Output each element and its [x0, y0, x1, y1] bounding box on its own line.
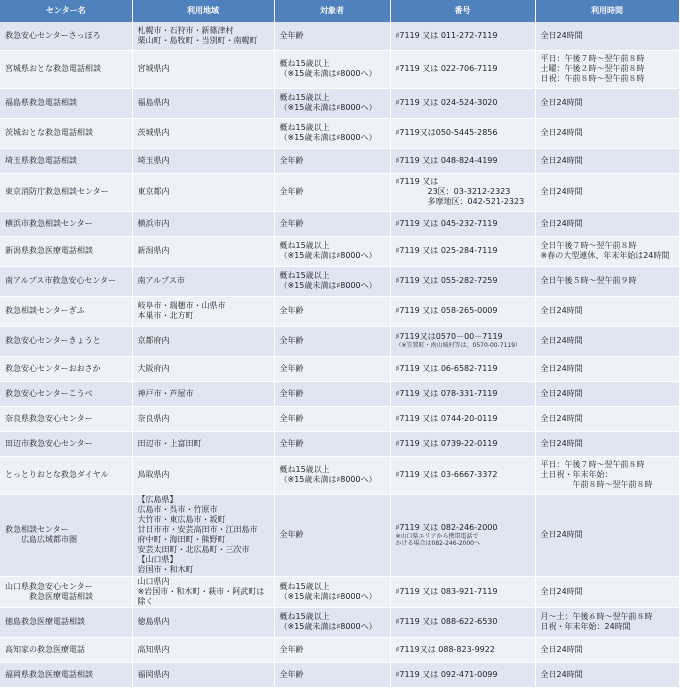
number-cell	[390, 236, 535, 266]
number-cell	[390, 211, 535, 236]
table-row	[0, 406, 679, 431]
hours-text: 全日24時間	[540, 669, 583, 679]
hours-cell	[535, 607, 679, 637]
number-cell	[390, 607, 535, 637]
area-text: 東京都内	[137, 187, 170, 196]
center-name-text: 福岡県救急医療電話相談	[5, 669, 93, 679]
center-name-cell	[0, 88, 132, 118]
center-name-text: 東京消防庁救急相談センター	[5, 187, 109, 196]
hours-text: 全日24時間	[540, 218, 583, 228]
center-name-cell	[0, 266, 132, 296]
number-text: ♯7119 又は 0744-20-0119	[395, 413, 498, 423]
number-cell	[390, 326, 535, 356]
target-text: 概ね15歳以上 （※15歳未満は♯8000へ）	[279, 271, 377, 290]
table-row	[0, 118, 679, 148]
area-cell	[132, 406, 274, 431]
hours-text: 月～土：午後６時～翌午前８時 日祝・年末年始：24時間	[540, 612, 653, 631]
target-text: 概ね15歳以上 （※15歳未満は♯8000へ）	[279, 93, 377, 112]
number-text: ♯7119 又は 048-824-4199	[395, 155, 498, 165]
center-name-text: 茨城おとな救急電話相談	[5, 128, 93, 137]
table-row	[0, 236, 679, 266]
center-name-text: 奈良県救急安心センター	[5, 413, 93, 423]
center-name-cell	[0, 607, 132, 637]
table-row	[0, 296, 679, 326]
hours-text: 全日24時間	[540, 530, 583, 539]
col-header-number: 番号	[390, 0, 535, 22]
area-cell	[132, 456, 274, 494]
number-text: ♯7119 又は 092-471-0099	[395, 669, 498, 679]
target-cell	[274, 236, 390, 266]
number-cell	[390, 50, 535, 88]
area-text: 山口県内 ※岩国市・和木町・萩市・阿武町は除く	[137, 576, 265, 606]
target-cell	[274, 637, 390, 662]
area-text: 高知県内	[137, 644, 170, 654]
hours-cell	[535, 381, 679, 406]
col-header-center-name: センター名	[0, 0, 132, 22]
target-cell	[274, 356, 390, 381]
area-cell	[132, 173, 274, 211]
target-text: 全年齢	[279, 388, 304, 398]
hours-cell	[535, 148, 679, 173]
center-name-cell	[0, 50, 132, 88]
center-name-cell	[0, 356, 132, 381]
target-text: 概ね15歳以上 （※15歳未満は♯8000へ）	[279, 59, 377, 78]
target-text: 概ね15歳以上 （※15歳未満は♯8000へ）	[279, 241, 377, 260]
hours-text: 平日：午後７時～翌午前８時 土曜：午後２時～翌午前８時 日祝：午前８時～翌午前８時	[540, 54, 645, 83]
target-cell	[274, 50, 390, 88]
table-row	[0, 148, 679, 173]
number-cell	[390, 576, 535, 607]
center-name-text: 救急安心センターさっぽろ	[5, 30, 101, 40]
table-row	[0, 576, 679, 607]
center-name-cell	[0, 326, 132, 356]
center-name-text: 田辺市救急安心センター	[5, 438, 93, 448]
table-row	[0, 637, 679, 662]
number-cell	[390, 662, 535, 687]
center-name-cell	[0, 211, 132, 236]
center-name-text: 徳島救急医療電話相談	[5, 617, 85, 626]
number-text: ♯7119又は 088-823-9922	[395, 644, 495, 654]
number-text: ♯7119 又は 088-622-6530	[395, 617, 498, 626]
table-row	[0, 22, 679, 50]
center-name-cell	[0, 431, 132, 456]
hours-cell	[535, 236, 679, 266]
number-text: ♯7119 又は 045-232-7119	[395, 218, 498, 228]
hours-text: 全日24時間	[540, 187, 583, 196]
number-text: ♯7119又は0570－00－7119	[395, 332, 503, 342]
number-text: ♯7119又は050-5445-2856	[395, 128, 498, 137]
target-cell	[274, 576, 390, 607]
center-name-cell	[0, 148, 132, 173]
target-text: 全年齢	[279, 306, 304, 315]
number-text: ♯7119 又は 03-6667-3372	[395, 470, 498, 479]
center-name-text: 新潟県救急医療電話相談	[5, 246, 93, 255]
area-cell	[132, 607, 274, 637]
area-text: 福島県内	[137, 98, 170, 107]
hours-text: 全日24時間	[540, 388, 583, 398]
target-text: 全年齢	[279, 413, 304, 423]
col-header-area: 利用地域	[132, 0, 274, 22]
col-header-target: 対象者	[274, 0, 390, 22]
target-cell	[274, 494, 390, 576]
target-cell	[274, 211, 390, 236]
area-text: 大阪府内	[137, 363, 170, 373]
number-text: ♯7119 又は 06-6582-7119	[395, 363, 498, 373]
center-name-text: 救急安心センターおおさか	[5, 363, 101, 373]
hours-text: 全日24時間	[540, 155, 583, 165]
table-row	[0, 494, 679, 576]
target-cell	[274, 381, 390, 406]
center-name-text: 宮城県おとな救急電話相談	[5, 64, 101, 73]
center-name-cell	[0, 494, 132, 576]
area-cell	[132, 236, 274, 266]
table-row	[0, 607, 679, 637]
target-cell	[274, 173, 390, 211]
target-cell	[274, 22, 390, 50]
number-text: ♯7119 又は 011-272-7119	[395, 30, 498, 40]
hours-text: 全日24時間	[540, 306, 583, 315]
center-name-text: 救急相談センターぎふ	[5, 306, 85, 315]
area-cell	[132, 22, 274, 50]
number-cell	[390, 406, 535, 431]
target-text: 全年齢	[279, 336, 304, 345]
number-cell	[390, 88, 535, 118]
center-name-cell	[0, 381, 132, 406]
hours-cell	[535, 456, 679, 494]
area-cell	[132, 381, 274, 406]
table-row	[0, 381, 679, 406]
hours-text: 全日24時間	[540, 98, 583, 107]
number-cell	[390, 148, 535, 173]
center-name-cell	[0, 22, 132, 50]
target-cell	[274, 148, 390, 173]
number-cell	[390, 296, 535, 326]
hours-text: 全日24時間	[540, 128, 583, 137]
target-text: 概ね15歳以上 （※15歳未満は♯8000へ）	[279, 581, 377, 601]
area-cell	[132, 148, 274, 173]
col-header-hours: 利用時間	[535, 0, 679, 22]
center-name-text: 横浜市救急相談センター	[5, 218, 93, 228]
hours-cell	[535, 266, 679, 296]
area-cell	[132, 356, 274, 381]
target-cell	[274, 607, 390, 637]
area-text: 奈良県内	[137, 413, 170, 423]
table-row	[0, 50, 679, 88]
hours-cell	[535, 22, 679, 50]
table-row	[0, 88, 679, 118]
number-text: ♯7119 又は 024-524-3020	[395, 98, 498, 107]
hours-cell	[535, 431, 679, 456]
area-text: 鳥取県内	[137, 470, 170, 479]
target-cell	[274, 456, 390, 494]
center-name-text: 山口県救急安心センター 救急医療電話相談	[5, 581, 93, 601]
area-cell	[132, 431, 274, 456]
hours-cell	[535, 118, 679, 148]
center-name-cell	[0, 576, 132, 607]
table-row	[0, 456, 679, 494]
center-name-text: 高知家の救急医療電話	[5, 644, 85, 654]
hours-text: 全日24時間	[540, 586, 583, 596]
hours-cell	[535, 296, 679, 326]
target-text: 全年齢	[279, 363, 304, 373]
number-text: ♯7119 又は 078-331-7119	[395, 388, 498, 398]
area-text: 新潟県内	[137, 246, 170, 255]
area-text: 田辺市・上富田町	[137, 438, 202, 448]
header-row	[0, 0, 679, 22]
area-cell	[132, 118, 274, 148]
number-text: ♯7119 又は 083-921-7119	[395, 586, 498, 596]
number-text: ♯7119 又は 022-706-7119	[395, 64, 498, 73]
number-text: ♯7119 又は 082-246-2000	[395, 522, 498, 532]
target-text: 全年齢	[279, 187, 304, 196]
area-text: 神戸市・芦屋市	[137, 388, 194, 398]
target-cell	[274, 431, 390, 456]
target-text: 概ね15歳以上 （※15歳未満は♯8000へ）	[279, 465, 377, 484]
hours-cell	[535, 326, 679, 356]
table-row	[0, 211, 679, 236]
center-name-cell	[0, 173, 132, 211]
center-name-text: 救急安心センターこうべ	[5, 388, 93, 398]
target-cell	[274, 118, 390, 148]
area-cell	[132, 637, 274, 662]
target-text: 全年齢	[279, 669, 304, 679]
number-cell	[390, 494, 535, 576]
area-cell	[132, 211, 274, 236]
center-name-cell	[0, 456, 132, 494]
target-text: 全年齢	[279, 644, 304, 654]
area-cell	[132, 266, 274, 296]
center-name-cell	[0, 406, 132, 431]
target-cell	[274, 266, 390, 296]
hours-text: 全日24時間	[540, 30, 583, 40]
center-name-cell	[0, 662, 132, 687]
table-row	[0, 266, 679, 296]
center-name-text: 救急安心センターきょうと	[5, 336, 101, 345]
number-cell	[390, 431, 535, 456]
number-text: ♯7119 又は 0739-22-0119	[395, 438, 498, 448]
target-cell	[274, 88, 390, 118]
hours-cell	[535, 173, 679, 211]
area-cell	[132, 50, 274, 88]
number-cell	[390, 118, 535, 148]
target-text: 概ね15歳以上 （※15歳未満は♯8000へ）	[279, 123, 377, 142]
hours-cell	[535, 637, 679, 662]
hours-cell	[535, 494, 679, 576]
number-cell	[390, 381, 535, 406]
number-text: ♯7119 又は 055-282-7259	[395, 276, 498, 285]
area-text: 札幌市・石狩市・新篠津村 栗山町・島牧町・当別町・南幌町	[137, 25, 258, 45]
hours-cell	[535, 88, 679, 118]
area-cell	[132, 494, 274, 576]
number-note: （※笠置町・南山城村等は、0570-00-7119）	[395, 342, 522, 350]
center-name-cell	[0, 296, 132, 326]
number-text: ♯7119 又は 025-284-7119	[395, 246, 498, 255]
center-name-text: 埼玉県救急電話相談	[5, 155, 77, 165]
number-cell	[390, 173, 535, 211]
center-name-text: 救急相談センター 広島広域都市圏	[5, 525, 77, 544]
target-text: 全年齢	[279, 155, 304, 165]
center-name-text: 福島県救急電話相談	[5, 98, 77, 107]
center-name-text: 南アルプス市救急安心センター	[5, 276, 117, 285]
hours-text: 全日24時間	[540, 336, 583, 345]
center-name-cell	[0, 118, 132, 148]
area-text: 徳島県内	[137, 617, 170, 626]
area-text: 埼玉県内	[137, 155, 170, 165]
area-text: 茨城県内	[137, 128, 170, 137]
target-text: 概ね15歳以上 （※15歳未満は♯8000へ）	[279, 612, 377, 631]
area-cell	[132, 326, 274, 356]
center-name-cell	[0, 637, 132, 662]
hours-text: 全日24時間	[540, 363, 583, 373]
number-cell	[390, 266, 535, 296]
area-text: 【広島県】 広島市・呉市・竹原市 大竹市・東広島市・坂町 廿日市市・安芸高田市・江田島市 府中町・海田町・熊野町 安芸太田町・北広島町・三次市 【山口県】 岩国市・和木町	[137, 495, 258, 574]
hours-text: 全日午後７時～翌午前８時 ※春の大型連休、年末年始は24時間	[540, 241, 670, 260]
number-cell	[390, 356, 535, 381]
hours-cell	[535, 356, 679, 381]
target-text: 全年齢	[279, 30, 304, 40]
target-cell	[274, 326, 390, 356]
center-name-text: とっとりおとな救急ダイヤル	[5, 470, 109, 479]
number-cell	[390, 637, 535, 662]
table-row	[0, 356, 679, 381]
target-cell	[274, 406, 390, 431]
target-cell	[274, 662, 390, 687]
hours-text: 全日24時間	[540, 644, 583, 654]
table-row	[0, 326, 679, 356]
hours-cell	[535, 50, 679, 88]
hours-text: 全日24時間	[540, 413, 583, 423]
area-text: 福岡県内	[137, 669, 170, 679]
hours-cell	[535, 211, 679, 236]
area-text: 宮城県内	[137, 64, 170, 73]
number-text: ♯7119 又は 23区：03-3212-2323 多摩地区：042-521-2323	[395, 177, 525, 206]
center-name-cell	[0, 236, 132, 266]
number-note: ※山口県エリアから携帯電話で かける場合は082-246-2000へ	[395, 532, 481, 547]
hours-cell	[535, 576, 679, 607]
area-cell	[132, 88, 274, 118]
hours-cell	[535, 406, 679, 431]
target-cell	[274, 296, 390, 326]
area-text: 岐阜市・瑞穂市・山県市 本巣市・北方町	[137, 301, 226, 320]
table-row	[0, 662, 679, 687]
area-text: 南アルプス市	[137, 276, 185, 285]
target-text: 全年齢	[279, 530, 304, 539]
number-cell	[390, 22, 535, 50]
hours-cell	[535, 662, 679, 687]
area-cell	[132, 576, 274, 607]
hours-text: 全日午後５時～翌午前９時	[540, 276, 637, 285]
table-row	[0, 431, 679, 456]
area-text: 京都府内	[137, 336, 170, 345]
number-text: ♯7119 又は 058-265-0009	[395, 306, 498, 315]
area-cell	[132, 662, 274, 687]
target-text: 全年齢	[279, 218, 304, 228]
table-row	[0, 173, 679, 211]
target-text: 全年齢	[279, 438, 304, 448]
area-cell	[132, 296, 274, 326]
hours-text: 平日：午後７時～翌午前８時 土日祝・年末年始： 午前８時～翌午前８時	[540, 460, 653, 489]
number-cell	[390, 456, 535, 494]
area-text: 横浜市内	[137, 218, 170, 228]
hours-text: 全日24時間	[540, 438, 583, 448]
